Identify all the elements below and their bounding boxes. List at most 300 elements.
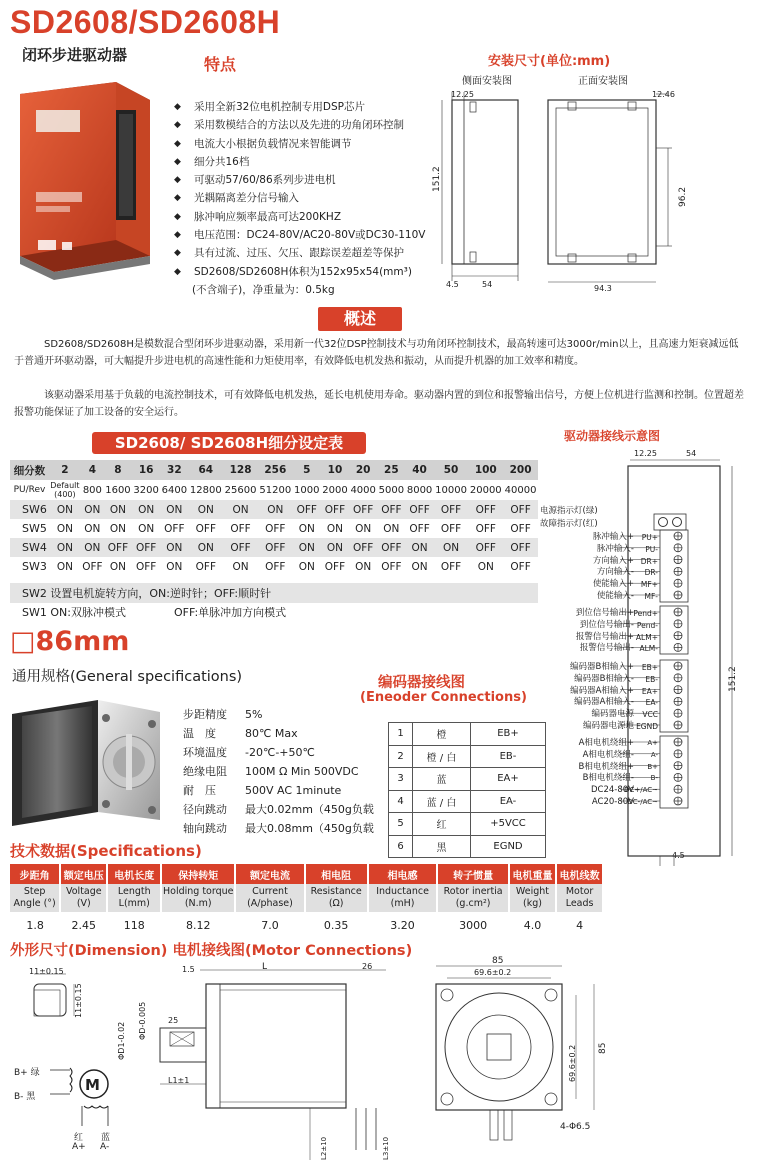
table-cell: OFF: [230, 522, 251, 535]
spec-value: -20℃-+50℃: [245, 746, 315, 759]
table-cell: ON: [49, 500, 81, 519]
led-power-label: 电源指示灯(绿): [540, 506, 598, 516]
table-cell: SW3: [22, 560, 47, 573]
wiring-label: 编码器A相输入-: [574, 697, 634, 708]
wiring-label: 到位信号输出+: [575, 608, 634, 618]
side-top-dim: 12.25: [451, 90, 474, 99]
wiring-label: AC20-80V: [591, 796, 634, 807]
page-title: SD2608/SD2608H: [10, 4, 281, 40]
terminal-label: PU+: [641, 533, 658, 542]
table-header: 电机长度: [107, 864, 161, 884]
wiring-label: B相电机绕组+: [578, 761, 634, 772]
feature-item: ◆ 电压范围：DC24-80V/AC20-80V或DC30-110V: [174, 226, 464, 244]
table-cell: OFF: [132, 538, 160, 557]
table-cell: ON: [81, 500, 104, 519]
feature-item: ◆ 采用全新32位电机控制专用DSP芯片: [174, 98, 464, 116]
table-cell: OFF: [381, 560, 402, 573]
spec-key: 轴向跳动: [183, 822, 227, 835]
wiring-label: B相电机绕组-: [582, 773, 634, 784]
table-row: [10, 912, 603, 938]
table-cell: 800: [82, 484, 102, 496]
wiring-label: 编码器电源地: [582, 720, 634, 731]
dim-26: 26: [362, 962, 373, 971]
page-subtitle: 闭环步进驱动器: [22, 46, 128, 64]
feature-item: ◆ 脉冲响应频率最高可达200KHZ: [174, 208, 464, 226]
table-cell: 蓝: [413, 768, 471, 791]
table-header: Current (A/phase): [235, 884, 304, 912]
table-cell: ON: [109, 560, 126, 573]
feature-item: ◆ SD2608/SD2608H体积为152x95x54(mm³): [174, 263, 464, 281]
table-header: 保持转矩: [161, 864, 235, 884]
terminal-label: DR+: [640, 556, 658, 566]
table-cell: 1: [389, 723, 413, 746]
table-cell: ON: [160, 500, 188, 519]
table-cell: 3.20: [390, 918, 415, 932]
table-cell: OFF: [223, 538, 258, 557]
terminal-label: DC-/AC~: [627, 797, 658, 806]
terminal-group-1: [636, 532, 658, 603]
terminal-label: DC+/AC~: [624, 786, 658, 795]
table-cell: 4: [81, 460, 104, 480]
driver-product-image: [12, 80, 162, 280]
spec-key: 绝缘电阻: [183, 765, 227, 778]
wiring-label: A相电机绕组-: [582, 749, 634, 760]
connector-block-3: [660, 660, 688, 732]
table-row: [10, 480, 538, 500]
wiring-label: 使能输入+: [592, 579, 634, 590]
table-cell: ON: [81, 538, 104, 557]
feature-item: ◆ 细分共16档: [174, 153, 464, 171]
wiring-label: A相电机绕组+: [578, 738, 634, 748]
terminal-label: MF+: [640, 580, 658, 590]
tech-specs-title: 技术数据(Specifications): [10, 842, 202, 860]
feature-item: ◆ 采用数模结合的方法以及先进的功角闭环控制: [174, 116, 464, 134]
subdivision-title: SD2608/ SD2608H细分设定表: [92, 432, 366, 454]
terminal-label: Pend-: [636, 620, 658, 630]
table-cell: 蓝 / 白: [413, 790, 471, 813]
table-cell: 2: [49, 460, 81, 480]
table-cell: OFF: [321, 500, 349, 519]
table-header: Inductance (mH): [368, 884, 438, 912]
table-cell: 0.35: [323, 918, 349, 932]
table-cell: 64: [188, 460, 223, 480]
table-cell: OFF: [440, 560, 462, 573]
side-height-dim: 151.2: [432, 166, 442, 192]
dim-l1: L1±1: [168, 1076, 190, 1085]
table-cell: ON: [434, 538, 469, 557]
table-row: [10, 884, 603, 912]
terminal-label: EA-: [645, 698, 658, 708]
table-cell: ON: [138, 522, 155, 535]
list-item: [183, 819, 392, 838]
table-cell: ON: [477, 560, 494, 573]
front-view-outline: [548, 100, 656, 264]
wiring-height-dim: 151.2: [728, 666, 738, 692]
table-cell: OFF: [195, 522, 216, 535]
table-cell: 25600: [224, 484, 257, 496]
table-cell: 12800: [189, 484, 222, 496]
table-cell: 5: [293, 460, 321, 480]
table-header: 相电感: [368, 864, 438, 884]
table-cell: 200: [503, 460, 538, 480]
spec-value: 5%: [245, 708, 263, 721]
table-header: 额定电流: [235, 864, 304, 884]
spec-value: 80℃ Max: [245, 727, 298, 740]
table-header: Weight (kg): [509, 884, 556, 912]
square-height-label: 11±0.15: [74, 983, 83, 1018]
terminal-label: B+: [647, 762, 658, 771]
table-cell: 25: [377, 460, 405, 480]
connector-block-4: [660, 736, 688, 808]
feature-item-continuation: (不含端子)，净重量为：0.5kg: [192, 283, 335, 296]
table-cell: 1.8: [26, 918, 44, 932]
table-cell: 40: [405, 460, 433, 480]
terminal-label: B-: [650, 774, 658, 783]
table-cell: OFF: [82, 560, 103, 573]
table-cell: OFF: [377, 538, 405, 557]
spec-key: 温 度: [183, 727, 216, 740]
list-item: [183, 800, 392, 819]
dim-85-right: 85: [598, 1042, 608, 1054]
table-row: [10, 864, 603, 884]
list-item: [183, 762, 392, 781]
table-cell: 8000: [406, 484, 433, 496]
table-cell: ON: [293, 538, 321, 557]
table-cell: OFF: [293, 500, 321, 519]
terminal-group-2: [630, 608, 658, 655]
table-cell: OFF: [440, 522, 462, 535]
side-view-label: 侧面安装图: [462, 76, 512, 87]
wiring-label: 编码器电源: [591, 709, 634, 720]
spec-key: 径向跳动: [183, 803, 227, 816]
table-header: Motor Leads: [556, 884, 603, 912]
led-fault-label: 故障指示灯(红): [540, 519, 598, 529]
table-cell: 2.45: [71, 918, 97, 932]
table-header: Resistance (Ω): [305, 884, 368, 912]
table-cell: OFF: [164, 522, 185, 535]
list-item: [183, 781, 392, 800]
table-cell: 1600: [105, 484, 131, 496]
terminal-group-4: [624, 738, 658, 809]
motor-product-image: [8, 694, 176, 836]
wiring-label: 到位信号输出-: [579, 619, 634, 630]
table-cell: 10000: [435, 484, 467, 496]
side-bottom-dim: 54: [482, 280, 493, 289]
table-cell: ON: [132, 500, 160, 519]
terminal-label: PU-: [645, 544, 658, 554]
table-cell: SW6: [10, 500, 49, 519]
sw1-description-b: OFF:单脉冲加方向模式: [174, 606, 287, 619]
front-view-label: 正面安装图: [578, 76, 628, 87]
wiring-label: 方向输入-: [596, 567, 634, 578]
table-cell: ON: [166, 560, 183, 573]
table-cell: 4000: [350, 484, 376, 496]
fault-led-icon: [673, 518, 682, 527]
side-view-outline: [452, 100, 518, 264]
table-cell: 细分数: [10, 460, 49, 480]
table-cell: OFF: [503, 538, 538, 557]
install-dims-drawing: [428, 86, 748, 296]
table-cell: Default (400): [50, 481, 80, 499]
general-specs-list: [183, 705, 392, 838]
table-cell: 2: [389, 745, 413, 768]
feature-item: ◆ 具有过流、过压、欠压、跟踪误差超差等保护: [174, 244, 464, 262]
table-cell: OFF: [510, 560, 531, 573]
table-cell: ON: [56, 560, 73, 573]
table-cell: 40000: [504, 484, 537, 496]
wiring-bottom-dim: 4.5: [672, 851, 685, 860]
table-cell: EGND: [471, 835, 546, 858]
sw2-description: SW2 设置电机旋转方向，ON:逆时针；OFF:顺时针: [22, 587, 272, 600]
dim-69-top: 69.6±0.2: [474, 968, 512, 977]
power-led-icon: [659, 518, 668, 527]
table-cell: SW4: [10, 538, 49, 557]
table-cell: 51200: [259, 484, 292, 496]
table-cell: EB+: [471, 723, 546, 746]
table-cell: OFF: [405, 500, 433, 519]
table-header: 额定电压: [60, 864, 107, 884]
table-cell: EA+: [471, 768, 546, 791]
table-cell: ON: [355, 522, 372, 535]
table-header: Rotor inertia (g.cm²): [437, 884, 508, 912]
table-cell: 黑: [413, 835, 471, 858]
table-cell: ON: [84, 522, 101, 535]
table-row: [10, 557, 538, 576]
terminal-label: A+: [647, 739, 658, 747]
dim-1-5: 1.5: [182, 965, 195, 974]
table-cell: OFF: [475, 522, 496, 535]
wire-blue: 蓝: [101, 1133, 111, 1143]
table-cell: OFF: [349, 538, 377, 557]
table-cell: ON: [383, 522, 400, 535]
dim-l2: L2±10: [320, 1136, 328, 1160]
terminal-label: DR-: [644, 568, 658, 578]
dim-d: ΦD-0.005: [138, 1001, 147, 1040]
side-bottom-left-dim: 4.5: [446, 280, 459, 289]
table-cell: OFF: [409, 522, 430, 535]
table-cell: OFF: [468, 500, 503, 519]
table-cell: ON: [298, 522, 315, 535]
table-cell: 50: [434, 460, 469, 480]
table-row: [10, 538, 538, 557]
dim-l3: L3±10: [382, 1136, 390, 1160]
table-cell: 20: [349, 460, 377, 480]
wiring-group-1-labels: [516, 532, 634, 603]
table-header: 相电阻: [305, 864, 368, 884]
front-top-dim: 12.46: [652, 90, 675, 99]
table-header: 电机线数: [556, 864, 603, 884]
encoder-subtitle: (Eneoder Connections): [360, 690, 527, 705]
table-cell: ON: [232, 560, 249, 573]
wiring-label: 报警信号输出+: [575, 631, 634, 642]
terminal-label: VCC: [642, 710, 658, 720]
table-row: [10, 460, 538, 480]
wire-a-plus: A+: [72, 1142, 86, 1152]
wiring-label: 脉冲输入+: [592, 532, 634, 542]
table-cell: ON: [109, 522, 126, 535]
list-item: [183, 743, 392, 762]
general-specs-title: 通用规格(General specifications): [12, 669, 243, 685]
table-cell: 20000: [469, 484, 502, 496]
wire-b-minus: B- 黑: [14, 1092, 36, 1102]
terminal-label: Pend+: [633, 609, 658, 618]
install-dims-title: 安装尺寸(单位:mm): [488, 54, 611, 69]
terminal-label: ALM-: [639, 644, 658, 654]
table-cell: 8.12: [185, 918, 211, 932]
features-title: 特点: [204, 55, 237, 74]
table-header: 电机重量: [509, 864, 556, 884]
wiring-label: 脉冲输入-: [596, 543, 634, 554]
wiring-label: 方向输入+: [592, 555, 634, 566]
dim-d1: ΦD1-0.02: [117, 1021, 126, 1060]
motor-dimension-drawing: [10, 960, 610, 1166]
table-cell: 100: [468, 460, 503, 480]
table-cell: 2000: [322, 484, 348, 496]
connector-block-1: [660, 530, 688, 602]
table-cell: 32: [160, 460, 188, 480]
table-header: 转子惯量: [437, 864, 508, 884]
table-cell: 4.0: [523, 918, 542, 932]
dimension-title: 外形尺寸(Dimension) 电机接线图(Motor Connections): [10, 943, 413, 959]
table-cell: OFF: [468, 538, 503, 557]
sw1-description-a: SW1 ON:双脉冲模式: [22, 606, 126, 619]
wire-a-minus: A-: [100, 1142, 110, 1152]
table-cell: ON: [355, 560, 372, 573]
wiring-label: 编码器B相输入+: [570, 662, 634, 672]
table-cell: ON: [104, 500, 132, 519]
table-cell: ON: [298, 560, 315, 573]
dim-85-top: 85: [492, 956, 504, 966]
feature-item: ◆ 光耦隔离差分信号输入: [174, 189, 464, 207]
terminal-label: EA+: [641, 686, 658, 696]
feature-item: ◆ 电流大小根据负载情况来智能调节: [174, 135, 464, 153]
table-header: Length L(mm): [107, 884, 161, 912]
table-cell: ON: [188, 500, 223, 519]
terminal-label: EB-: [645, 674, 658, 684]
overview-para-1: SD2608/SD2608H是模数混合型闭环步进驱动器，采用新一代32位DSP控制技术与功角闭环控制技术，最高转速可达3000r/min以上，且高速力矩衰减远低于普通开环驱动器，可大幅提升步进电机的高速性能和力矩使用率，有效降低电机发热和振动，从而提升机器的加工效率和精度。: [14, 339, 739, 367]
terminal-label: A-: [650, 750, 658, 759]
list-item: [183, 705, 392, 724]
table-cell: OFF: [434, 500, 469, 519]
table-cell: 橙 / 白: [413, 745, 471, 768]
table-cell: 3: [389, 768, 413, 791]
table-cell: EB-: [471, 745, 546, 768]
table-row: [389, 813, 546, 836]
table-cell: 4: [576, 918, 584, 932]
table-cell: 16: [132, 460, 160, 480]
terminal-label: EB+: [641, 663, 658, 672]
table-cell: 6: [389, 835, 413, 858]
table-cell: 118: [123, 918, 145, 932]
table-cell: 6400: [161, 484, 188, 496]
table-cell: ON: [56, 522, 73, 535]
table-cell: OFF: [135, 560, 157, 573]
table-cell: 5000: [378, 484, 405, 496]
dim-25: 25: [168, 1016, 179, 1025]
table-cell: OFF: [104, 538, 132, 557]
table-cell: OFF: [349, 500, 377, 519]
table-header: 步距角: [10, 864, 60, 884]
terminal-label: ALM+: [635, 632, 658, 642]
subdivision-table: [10, 460, 538, 576]
table-cell: ON: [223, 500, 258, 519]
list-item: [183, 724, 392, 743]
terminal-label: EGND: [636, 721, 658, 731]
motor-side-outline: [206, 984, 346, 1108]
wiring-label: 报警信号输出-: [579, 643, 634, 654]
table-cell: OFF: [503, 500, 538, 519]
spec-key: 耐 压: [183, 784, 216, 797]
table-cell: 128: [223, 460, 258, 480]
table-row: [10, 500, 538, 519]
square-width-label: 11±0.15: [29, 967, 64, 976]
table-cell: 10: [321, 460, 349, 480]
table-cell: OFF: [324, 560, 346, 573]
table-cell: 红: [413, 813, 471, 836]
wiring-label: DC24-80V: [591, 785, 634, 796]
motor-size: □86mm: [10, 626, 130, 657]
motor-symbol-label: M: [85, 1076, 100, 1094]
table-cell: 3000: [459, 918, 488, 932]
table-cell: EA-: [471, 790, 546, 813]
table-cell: 1000: [294, 484, 320, 496]
table-cell: ON: [326, 522, 344, 535]
overview-title: 概述: [318, 307, 402, 331]
table-cell: 8: [104, 460, 132, 480]
dim-69-right: 69.6±0.2: [568, 1044, 577, 1082]
shaft-square: [34, 984, 66, 1016]
spec-value: 最大0.08mm（450g负载: [245, 822, 374, 835]
table-cell: ON: [188, 538, 223, 557]
wiring-label: 编码器B相输入-: [574, 673, 634, 684]
table-cell: 4: [389, 790, 413, 813]
wire-red: 红: [74, 1133, 84, 1143]
table-cell: OFF: [265, 522, 286, 535]
terminal-label: MF-: [644, 591, 658, 601]
table-cell: 5: [389, 813, 413, 836]
table-cell: ON: [258, 500, 293, 519]
wiring-label: 使能输入-: [596, 590, 634, 601]
terminal-group-3: [630, 662, 658, 733]
table-row: [389, 835, 546, 858]
table-cell: OFF: [265, 560, 286, 573]
table-cell: +5VCC: [471, 813, 546, 836]
spec-value: 500V AC 1minute: [245, 784, 342, 797]
wiring-group-2-labels: [516, 608, 634, 655]
table-cell: OFF: [258, 538, 293, 557]
table-cell: OFF: [510, 522, 531, 535]
front-bottom-dim: 94.3: [594, 284, 612, 293]
spec-key: 环境温度: [183, 746, 227, 759]
wiring-group-4-labels: [516, 738, 634, 809]
wiring-width-dim: 54: [686, 449, 697, 458]
encoder-title: 编码器接线图: [378, 675, 465, 691]
table-cell: PU/Rev: [13, 485, 46, 495]
table-cell: ON: [160, 538, 188, 557]
overview-para-2: 该驱动器采用基于负载的电流控制技术，可有效降低电机发热，延长电机使用寿命。驱动器内置的到位和报警输出信号，方便上位机进行监测和控制。位置超差报警功能保证了加工设备的安全运行。: [14, 390, 744, 418]
table-cell: 7.0: [261, 918, 279, 932]
wiring-title: 驱动器接线示意图: [564, 429, 661, 443]
table-cell: OFF: [377, 500, 405, 519]
table-cell: OFF: [195, 560, 216, 573]
spec-value: 100M Ω Min 500VDC: [245, 765, 359, 778]
wiring-top-dim: 12.25: [634, 449, 657, 458]
feature-item: ◆ 可驱动57/60/86系列步进电机: [174, 171, 464, 189]
table-cell: ON: [49, 538, 81, 557]
spec-value: 最大0.02mm（450g负载: [245, 803, 374, 816]
spec-key: 步距精度: [183, 708, 227, 721]
wiring-group-3-labels: [516, 662, 634, 733]
